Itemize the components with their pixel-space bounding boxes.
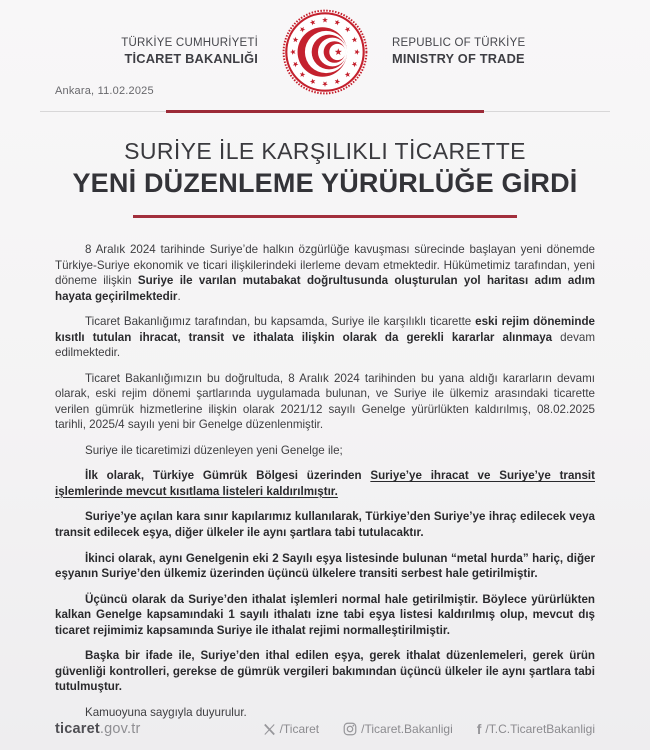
paragraph-run: Ticaret Bakanlığımızın bu doğrultuda, 8 Aralık 2024 tarihinden bu yana aldığı kararların devamı olarak, eski rejim dönemi şartlarında uygulamada bulunan, ve Suriye ile ülkemiz arasındaki ticarette verilen gümrük hizmetlerine ilişkin olarak 2021/12 sayılı Genelge yürürlükten kaldırılmış, 08.02.2025 tarihli, 2025/4 sayılı yeni bir Genelge düzenlenmiştir. bbox=[55, 371, 595, 432]
paragraph-run: Suriye ile ticaretimizi düzenleyen yeni Genelge ile; bbox=[85, 443, 343, 457]
dateline: Ankara, 11.02.2025 bbox=[55, 85, 154, 97]
header-left-line1: TÜRKİYE CUMHURİYETİ bbox=[121, 37, 258, 50]
facebook-icon: f bbox=[476, 721, 482, 737]
paragraph-run: Ticaret Bakanlığımız tarafından, bu kapsamda, Suriye ile karşılıklı ticarette bbox=[85, 315, 476, 329]
social-links bbox=[263, 722, 595, 736]
body-paragraph bbox=[55, 648, 595, 695]
paragraph-run: 8 Aralık 2024 tarihinde Suriye’de halkın özgürlüğe kavuşması sürecinde başlayan yeni dönemde Türkiye-Suriye ekonomik ve ticari ilişkilerindeki ilerleme devam etmektedir. Hükümetimiz tarafından, yeni döneme ilişkin bbox=[55, 243, 595, 288]
header-divider bbox=[40, 110, 610, 113]
website-url-bold: ticaret bbox=[55, 721, 100, 737]
title-line1: SURİYE İLE KARŞILIKLI TİCARETTE bbox=[124, 138, 526, 164]
body-paragraph bbox=[55, 443, 595, 459]
paragraph-run: Başka bir ifade ile, Suriye’den ithal edilen eşya, gerek ithalat düzenlemeleri, gerek ürün güvenliği kontrolleri, gerekse de gümrük vergileri bakımından üçüncü ülkeler ile aynı şartlara tabi tutulmuştur. bbox=[55, 649, 595, 694]
body-paragraph bbox=[55, 551, 595, 582]
header-right-block bbox=[392, 36, 570, 68]
body-paragraph bbox=[55, 592, 595, 639]
paragraph-run: Suriye’ye açılan kara sınır kapılarımız kullanılarak, Türkiye’den Suriye’ye ihraç edilecek veya transit edilecek eşya, diğer ülkeler ile aynı şartlara tabi tutulacaktır. bbox=[55, 510, 595, 539]
social-link-instagram[interactable] bbox=[343, 722, 453, 736]
page-title bbox=[0, 138, 650, 199]
x-twitter-icon bbox=[263, 723, 276, 736]
body-paragraph bbox=[55, 371, 595, 433]
title-line2: YENİ DÜZENLEME YÜRÜRLÜĞE GİRDİ bbox=[72, 168, 578, 198]
paragraph-run: Üçüncü olarak da Suriye’den ithalat işlemleri normal hale getirilmiştir. Böylece yürürlükten kalkan Genelge kapsamındaki 1 sayılı ithalatı izne tabi eşya listesi kaldırılmış olup, mevcut dış ticaret rejimimiz kapsamında Suriye ile ithalat rejimi normalleştirilmiştir. bbox=[55, 592, 595, 637]
header-right-line2: MINISTRY OF TRADE bbox=[392, 51, 525, 67]
body-paragraph bbox=[55, 509, 595, 540]
header-left-line2: TİCARET BAKANLIĞI bbox=[124, 51, 258, 67]
ministry-of-trade-logo-icon bbox=[280, 7, 370, 97]
paragraph-run: İkinci olarak, aynı Genelgenin eki 2 Sayılı eşya listesinde bulunan “metal hurda” hariç, diğer eşyanın Suriye’den ülkemiz üzerinden üçüncü ülkelere transiti serbest hale getirilmiştir. bbox=[55, 551, 595, 581]
paragraph-run: devam edilmektedir. bbox=[55, 330, 595, 360]
press-release-body bbox=[55, 242, 595, 720]
social-handle: /Ticaret bbox=[279, 722, 320, 736]
instagram-icon bbox=[343, 722, 357, 736]
paragraph-run: . bbox=[177, 289, 181, 303]
body-paragraph bbox=[55, 314, 595, 361]
paragraph-run: Suriye’ye ihracat ve Suriye’ye transit işlemlerinde mevcut kısıtlama listeleri kaldırılmıştır. bbox=[55, 469, 595, 498]
website-url[interactable] bbox=[55, 721, 141, 737]
title-underline-rule bbox=[133, 215, 517, 218]
paragraph-run: İlk olarak, Türkiye Gümrük Bölgesi üzerinden bbox=[85, 469, 371, 483]
social-handle: /Ticaret.Bakanligi bbox=[361, 722, 453, 736]
social-handle: /T.C.TicaretBakanligi bbox=[485, 722, 595, 736]
header bbox=[0, 0, 650, 97]
divider-red-line bbox=[166, 110, 484, 113]
paragraph-run: Kamuoyuna saygıyla duyurulur. bbox=[85, 705, 247, 719]
logo-crescents bbox=[298, 27, 348, 77]
social-link-x[interactable] bbox=[263, 722, 320, 736]
header-left-block bbox=[80, 36, 258, 68]
paragraph-run: Suriye ile varılan mutabakat doğrultusunda oluşturulan yol haritası adım adım hayata geçirilmektedir bbox=[55, 274, 595, 303]
website-url-rest: .gov.tr bbox=[99, 721, 141, 737]
header-right-line1: REPUBLIC OF TÜRKİYE bbox=[392, 37, 526, 50]
footer bbox=[0, 721, 650, 737]
body-paragraph bbox=[55, 468, 595, 499]
body-paragraph bbox=[55, 705, 595, 721]
body-paragraph bbox=[55, 242, 595, 304]
social-link-facebook[interactable] bbox=[477, 722, 595, 736]
paragraph-run: eski rejim döneminde kısıtlı tutulan ihracat, transit ve ithalata ilişkin olarak da gerekli kararlar alınmaya bbox=[55, 315, 595, 344]
